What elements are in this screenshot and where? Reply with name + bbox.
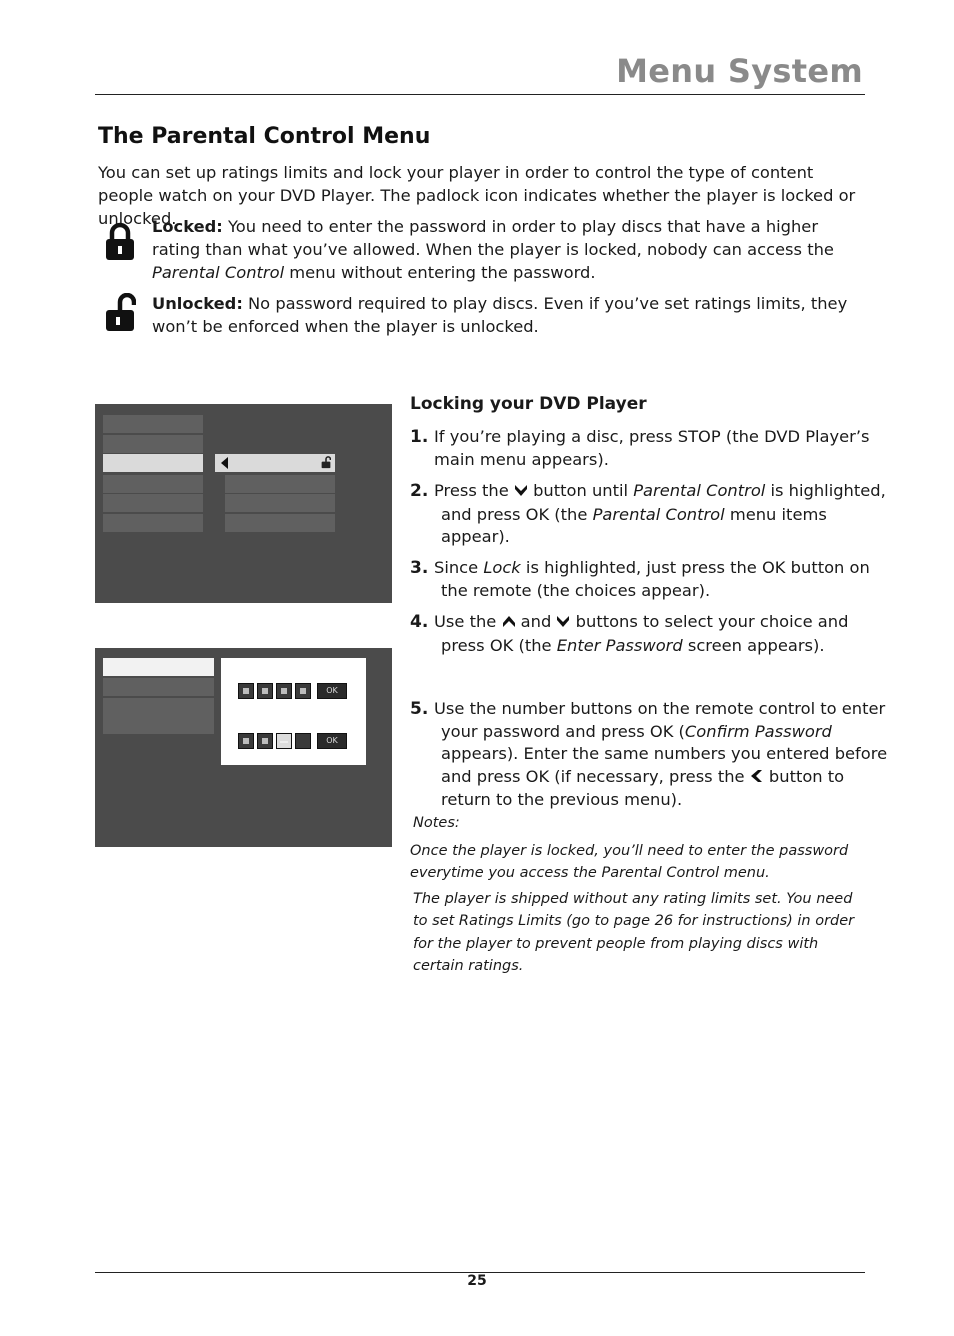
step-number: 2. (410, 481, 429, 501)
padlock-open-icon (321, 456, 331, 469)
password-digit (257, 683, 273, 699)
menu-item-selected (103, 658, 214, 676)
step-number: 5. (410, 699, 429, 719)
up-arrow-icon (502, 612, 516, 635)
confirm-digit-cursor (276, 733, 292, 749)
locked-text-2: menu without entering the password. (284, 263, 596, 282)
step-text: button to return to the previous menu). (441, 766, 845, 809)
step-text: button until (527, 481, 634, 500)
menu-item (103, 435, 203, 453)
menu-item (103, 698, 214, 734)
step-text-italic: Confirm Password (684, 721, 832, 741)
step-text: and (515, 612, 557, 631)
confirm-digit (257, 733, 273, 749)
locked-description (152, 215, 868, 284)
confirm-digit (295, 733, 311, 749)
down-arrow-icon (556, 612, 570, 635)
header-rule (95, 94, 865, 95)
step-text-italic: Parental Control (633, 481, 766, 500)
step-number: 3. (410, 558, 429, 578)
step-3 (410, 557, 896, 602)
menu-item (103, 415, 203, 433)
step-text: is highlighted, and press OK (the (441, 481, 886, 524)
password-digit (295, 683, 311, 699)
step-text: Use the (434, 612, 502, 631)
locked-text-italic: Parental Control (152, 263, 285, 282)
procedure-title: Locking your DVD Player (410, 394, 647, 414)
down-arrow-icon (514, 481, 528, 504)
step-text: buttons to select your choice and press OK (the (441, 612, 849, 655)
confirm-digit (238, 733, 254, 749)
password-ok-button: OK (317, 683, 347, 699)
parental-control-menu-screenshot (95, 404, 392, 603)
submenu-item (225, 475, 335, 493)
step-text: Use the number buttons on the remote control to enter your password and press OK ( (434, 699, 886, 741)
step-text: screen appears). (682, 635, 825, 655)
menu-item-selected (103, 454, 203, 472)
step-text: is highlighted, just press the OK button on the remote (the choices appear). (441, 558, 870, 600)
menu-item (103, 514, 203, 532)
step-text: Since (434, 558, 484, 577)
locked-text-1: You need to enter the password in order to play discs that have a higher rating than what you’ve allowed. When the player is locked, nobody can access the (152, 217, 834, 259)
step-text: menu items appear). (441, 504, 827, 546)
password-dialog (221, 658, 366, 765)
intro-paragraph: You can set up ratings limits and lock your player in order to control the type of content people watch on your DVD Player. The padlock icon indicates whether the player is locked or unlocked. (98, 163, 856, 228)
lock-option-highlighted (215, 454, 335, 472)
step-text: If you’re playing a disc, press STOP (the DVD Player’s main menu appears). (434, 427, 870, 469)
page-header-title: Menu System (616, 52, 863, 90)
padlock-closed-icon (104, 222, 136, 262)
unlocked-text-1: No password required to play discs. Even if you’ve set ratings limits, they won’t be enforced when the player is unlocked. (152, 294, 848, 336)
note-2: The player is shipped without any rating limits set. You need to set Ratings Limits (go to page 26 for instructions) in order for the player to prevent people from playing discs with certain ratings. (413, 891, 855, 974)
submenu-item (225, 494, 335, 512)
left-arrow-icon (221, 457, 229, 469)
menu-item (103, 475, 203, 493)
step-number: 4. (410, 612, 429, 632)
menu-item (103, 678, 214, 696)
password-digit (238, 683, 254, 699)
section-title: The Parental Control Menu (98, 124, 431, 149)
enter-password-screenshot (95, 648, 392, 847)
step-2 (410, 480, 896, 549)
unlocked-label: Unlocked: (152, 294, 243, 313)
password-digit (276, 683, 292, 699)
page-number: 25 (467, 1273, 487, 1289)
locked-label: Locked: (152, 217, 223, 236)
step-1 (410, 426, 889, 471)
notes-title: Notes: (413, 815, 460, 831)
step-text-italic: Lock (483, 558, 521, 577)
step-text-italic: Parental Control (592, 504, 725, 524)
submenu-item (225, 514, 335, 532)
step-5 (410, 698, 896, 812)
confirm-ok-button: OK (317, 733, 347, 749)
note-1: Once the player is locked, you’ll need to enter the password everytime you access the Parental Control menu. (410, 843, 849, 882)
step-number: 1. (410, 427, 429, 447)
step-text-italic: Enter Password (556, 635, 683, 655)
step-text: Press the (434, 481, 514, 500)
left-arrow-icon (750, 767, 764, 790)
menu-item (103, 494, 203, 512)
step-text: appears). Enter the same numbers you entered before and press OK (if necessary, press the (441, 744, 888, 786)
unlocked-description (152, 292, 868, 338)
step-4 (410, 611, 896, 657)
padlock-open-icon (104, 293, 136, 333)
